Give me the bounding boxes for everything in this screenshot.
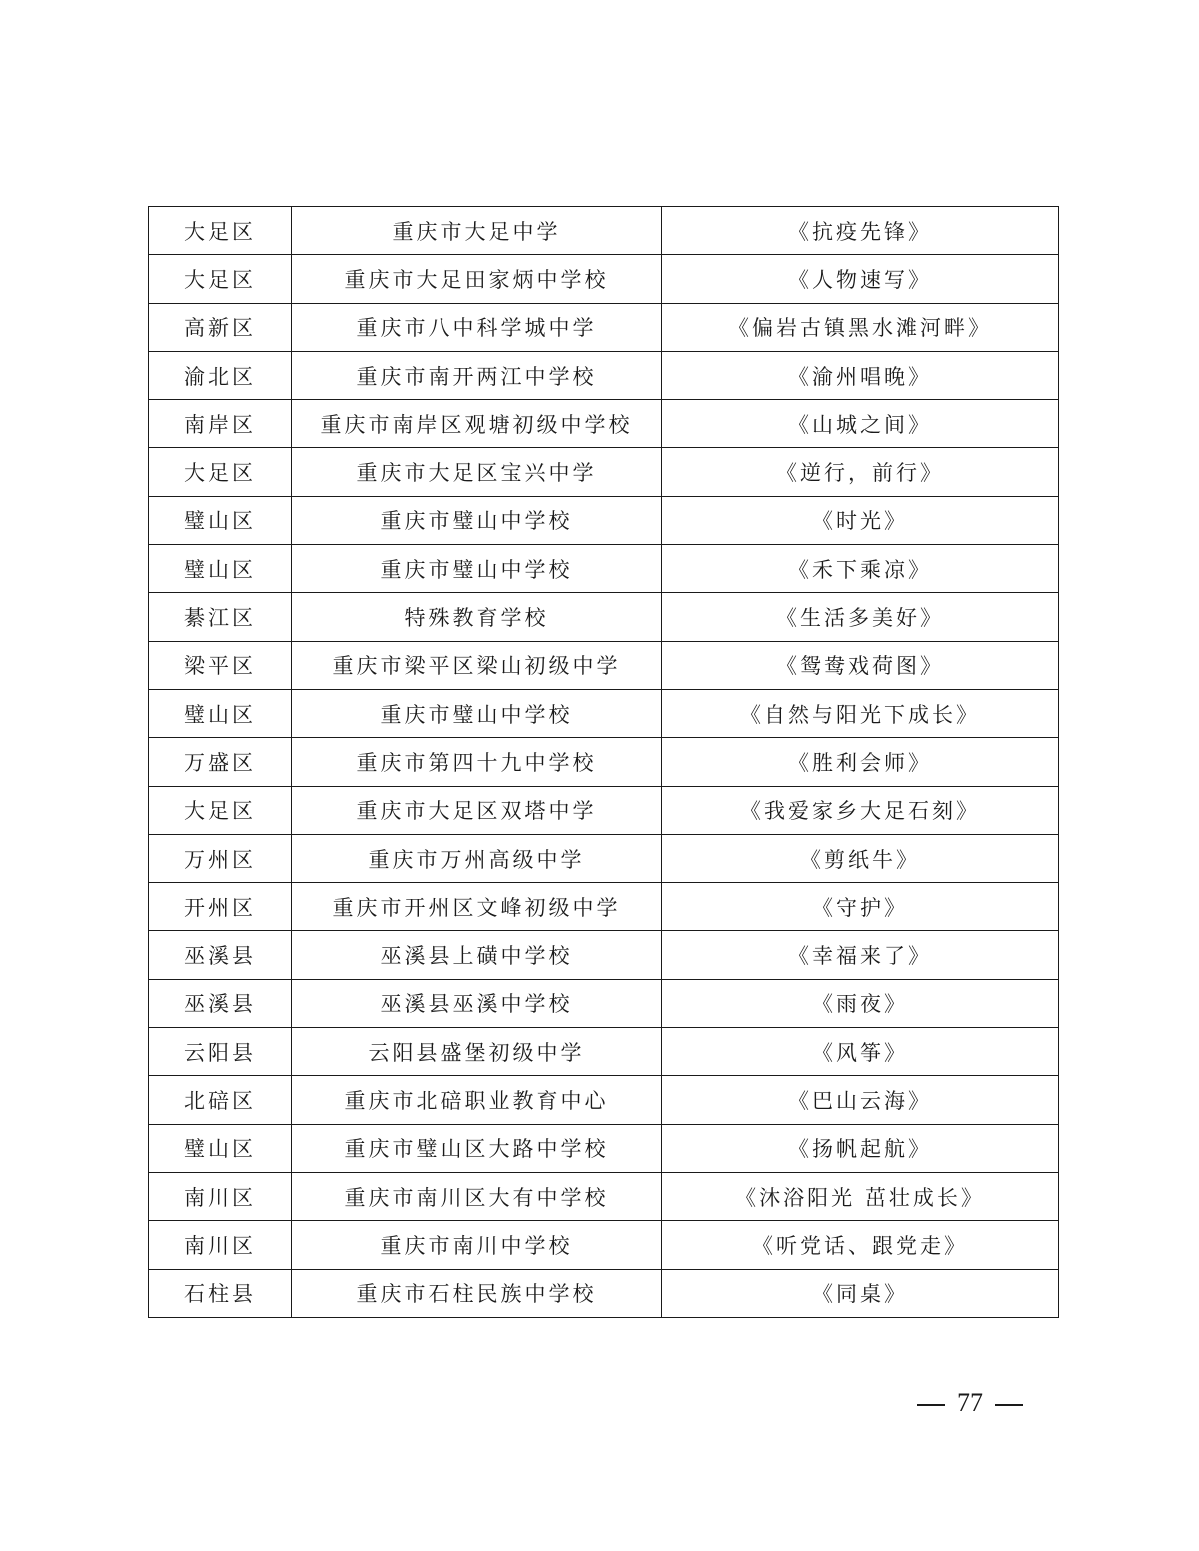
work-title-cell: 《抗疫先锋》: [662, 207, 1059, 255]
school-cell: 重庆市北碚职业教育中心: [292, 1076, 662, 1124]
district-cell: 大足区: [149, 255, 292, 303]
work-title-cell: 《剪纸牛》: [662, 834, 1059, 882]
district-cell: 璧山区: [149, 496, 292, 544]
table-row: [149, 979, 1059, 1027]
district-cell: 璧山区: [149, 1124, 292, 1172]
school-cell: 特殊教育学校: [292, 593, 662, 641]
school-cell: 巫溪县上磺中学校: [292, 931, 662, 979]
table-row: [149, 448, 1059, 496]
table-row: [149, 400, 1059, 448]
table-row: [149, 496, 1059, 544]
district-cell: 石柱县: [149, 1269, 292, 1317]
district-cell: 万州区: [149, 834, 292, 882]
work-title-cell: 《生活多美好》: [662, 593, 1059, 641]
district-cell: 开州区: [149, 883, 292, 931]
table-body: [149, 207, 1059, 1318]
district-cell: 南川区: [149, 1221, 292, 1269]
table-row: [149, 834, 1059, 882]
school-cell: 重庆市璧山中学校: [292, 689, 662, 737]
work-title-cell: 《沐浴阳光 茁壮成长》: [662, 1172, 1059, 1220]
work-title-cell: 《山城之间》: [662, 400, 1059, 448]
page-number-dash-left: [917, 1404, 945, 1406]
table-row: [149, 1028, 1059, 1076]
district-cell: 大足区: [149, 448, 292, 496]
table-row: [149, 1124, 1059, 1172]
page-number: [880, 1388, 1060, 1418]
table-row: [149, 1221, 1059, 1269]
table-row: [149, 1076, 1059, 1124]
school-cell: 重庆市第四十九中学校: [292, 738, 662, 786]
work-title-cell: 《幸福来了》: [662, 931, 1059, 979]
school-cell: 重庆市大足区双塔中学: [292, 786, 662, 834]
district-cell: 巫溪县: [149, 979, 292, 1027]
awards-table: [148, 206, 1059, 1318]
school-cell: 重庆市璧山区大路中学校: [292, 1124, 662, 1172]
district-cell: 綦江区: [149, 593, 292, 641]
school-cell: 重庆市大足区宝兴中学: [292, 448, 662, 496]
work-title-cell: 《守护》: [662, 883, 1059, 931]
work-title-cell: 《时光》: [662, 496, 1059, 544]
work-title-cell: 《自然与阳光下成长》: [662, 689, 1059, 737]
table-row: [149, 738, 1059, 786]
work-title-cell: 《听党话、跟党走》: [662, 1221, 1059, 1269]
district-cell: 北碚区: [149, 1076, 292, 1124]
table-row: [149, 641, 1059, 689]
district-cell: 渝北区: [149, 351, 292, 399]
table-row: [149, 207, 1059, 255]
school-cell: 重庆市大足中学: [292, 207, 662, 255]
school-cell: 重庆市开州区文峰初级中学: [292, 883, 662, 931]
work-title-cell: 《巴山云海》: [662, 1076, 1059, 1124]
page-number-dash-right: [995, 1404, 1023, 1406]
work-title-cell: 《鸳鸯戏荷图》: [662, 641, 1059, 689]
work-title-cell: 《扬帆起航》: [662, 1124, 1059, 1172]
school-cell: 巫溪县巫溪中学校: [292, 979, 662, 1027]
district-cell: 大足区: [149, 207, 292, 255]
district-cell: 璧山区: [149, 545, 292, 593]
school-cell: 重庆市万州高级中学: [292, 834, 662, 882]
school-cell: 重庆市璧山中学校: [292, 545, 662, 593]
table-row: [149, 593, 1059, 641]
district-cell: 大足区: [149, 786, 292, 834]
school-cell: 重庆市八中科学城中学: [292, 303, 662, 351]
school-cell: 重庆市大足田家炳中学校: [292, 255, 662, 303]
work-title-cell: 《人物速写》: [662, 255, 1059, 303]
table-row: [149, 255, 1059, 303]
table-row: [149, 786, 1059, 834]
work-title-cell: 《同桌》: [662, 1269, 1059, 1317]
district-cell: 璧山区: [149, 689, 292, 737]
table-row: [149, 689, 1059, 737]
work-title-cell: 《雨夜》: [662, 979, 1059, 1027]
school-cell: 重庆市璧山中学校: [292, 496, 662, 544]
table-row: [149, 545, 1059, 593]
work-title-cell: 《风筝》: [662, 1028, 1059, 1076]
work-title-cell: 《渝州唱晚》: [662, 351, 1059, 399]
district-cell: 巫溪县: [149, 931, 292, 979]
page-number-value: 77: [957, 1388, 983, 1417]
district-cell: 南川区: [149, 1172, 292, 1220]
table-row: [149, 351, 1059, 399]
work-title-cell: 《禾下乘凉》: [662, 545, 1059, 593]
table-row: [149, 1269, 1059, 1317]
district-cell: 梁平区: [149, 641, 292, 689]
district-cell: 高新区: [149, 303, 292, 351]
school-cell: 重庆市梁平区梁山初级中学: [292, 641, 662, 689]
school-cell: 重庆市南岸区观塘初级中学校: [292, 400, 662, 448]
district-cell: 云阳县: [149, 1028, 292, 1076]
school-cell: 重庆市南川中学校: [292, 1221, 662, 1269]
table-row: [149, 303, 1059, 351]
work-title-cell: 《胜利会师》: [662, 738, 1059, 786]
table-row: [149, 883, 1059, 931]
work-title-cell: 《逆行，前行》: [662, 448, 1059, 496]
work-title-cell: 《偏岩古镇黑水滩河畔》: [662, 303, 1059, 351]
district-cell: 南岸区: [149, 400, 292, 448]
school-cell: 重庆市南开两江中学校: [292, 351, 662, 399]
school-cell: 重庆市南川区大有中学校: [292, 1172, 662, 1220]
work-title-cell: 《我爱家乡大足石刻》: [662, 786, 1059, 834]
table-row: [149, 931, 1059, 979]
table-row: [149, 1172, 1059, 1220]
district-cell: 万盛区: [149, 738, 292, 786]
school-cell: 重庆市石柱民族中学校: [292, 1269, 662, 1317]
school-cell: 云阳县盛堡初级中学: [292, 1028, 662, 1076]
